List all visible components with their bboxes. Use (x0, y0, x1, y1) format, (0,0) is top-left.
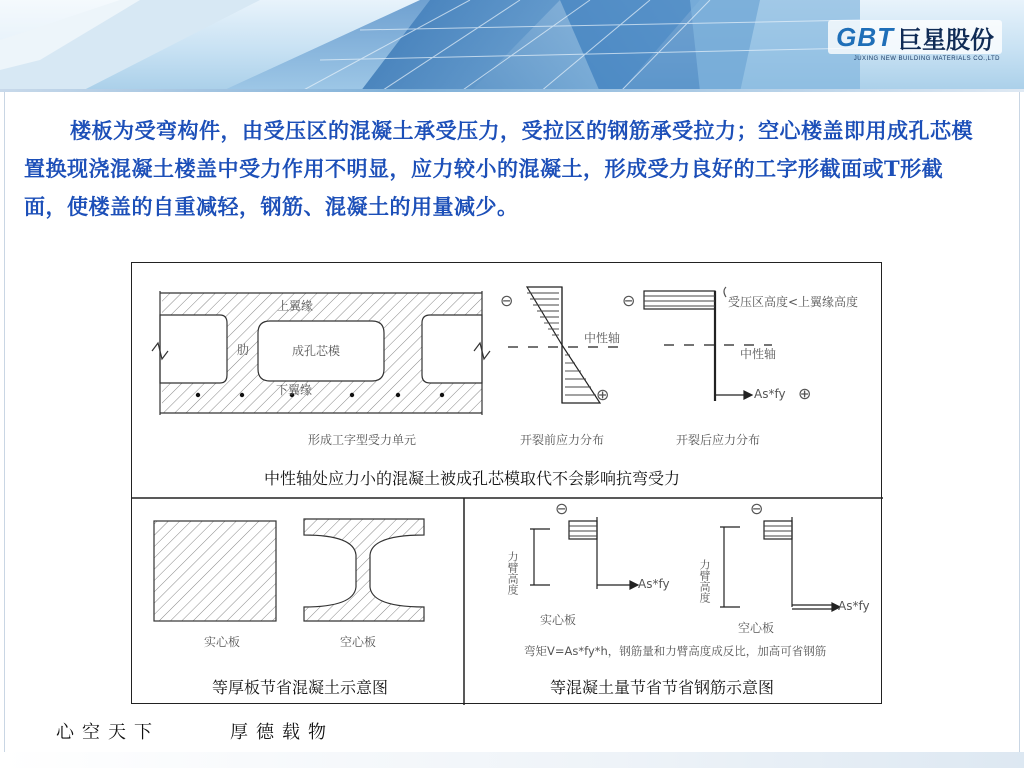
bottom-left-title: 等厚板节省混凝土示意图 (212, 678, 389, 697)
label-neutral-axis-2: 中性轴 (740, 347, 777, 361)
lever-arm-solid (530, 517, 638, 589)
plus-icon-2: ⊕ (798, 384, 812, 403)
caption-after-crack: 开裂后应力分布 (676, 433, 761, 447)
minus-icon-3: ⊖ (555, 499, 569, 518)
plus-icon-1: ⊕ (596, 385, 610, 404)
label-as-fy-top: As*fy (754, 387, 786, 401)
label-compression-note: 受压区高度<上翼缘高度 (728, 295, 859, 309)
slogan-left: 心空天下 (56, 722, 160, 743)
footer-bar (0, 752, 1024, 768)
label-solid-plate: 实心板 (204, 635, 241, 649)
bottom-right-title: 等混凝土量节省节省钢筋示意图 (550, 678, 775, 697)
slogan-right: 厚德载物 (230, 722, 334, 743)
caption-before-crack: 开裂前应力分布 (520, 433, 605, 447)
diagram-figure (131, 262, 882, 704)
footer-slogans (56, 718, 334, 744)
company-logo (828, 20, 1002, 54)
label-upper-flange: 上翼缘 (277, 299, 314, 313)
label-lever-arm-1: 力臂高度 (506, 551, 519, 595)
intro-paragraph: 楼板为受弯构件，由受压区的混凝土承受压力，受拉区的钢筋承受拉力；空心楼盖即用成孔芯模置换现浇混凝土楼盖中受力作用不明显，应力较小的混凝土，形成受力良好的工字形截面或T形截面，使楼盖的自重减轻，钢筋、混凝土的用量减少。 (24, 118, 973, 219)
header-banner (0, 0, 1024, 92)
top-diagram-title: 中性轴处应力小的混凝土被成孔芯模取代不会影响抗弯受力 (264, 469, 681, 488)
lever-arm-hollow (720, 517, 840, 611)
label-neutral-axis-1: 中性轴 (584, 331, 621, 345)
solid-plate (154, 521, 276, 621)
minus-icon-1: ⊖ (500, 291, 514, 310)
company-tagline: JUXING NEW BUILDING MATERIALS CO.,LTD (853, 56, 1000, 62)
label-hollow-plate-2: 空心板 (738, 621, 775, 635)
minus-icon-2: ⊖ (622, 291, 636, 310)
company-name: 巨星股份 (898, 25, 994, 54)
label-core-mold: 成孔芯模 (292, 344, 341, 358)
caption-i-unit: 形成工字型受力单元 (308, 433, 417, 447)
logo-mark: GBT (836, 21, 894, 52)
label-lever-arm-2: 力臂高度 (698, 559, 711, 603)
hollow-i-plate (304, 519, 424, 621)
label-rib: 肋 (237, 343, 250, 357)
minus-icon-4: ⊖ (750, 499, 764, 518)
label-as-fy-2: As*fy (838, 599, 870, 613)
label-solid-plate-2: 实心板 (540, 613, 577, 627)
label-as-fy-1: As*fy (638, 577, 670, 591)
label-hollow-plate: 空心板 (340, 635, 377, 649)
formula-text: 弯矩V=As*fy*h，钢筋量和力臂高度成反比，加高可省钢筋 (524, 644, 827, 658)
label-lower-flange: 下翼缘 (276, 383, 313, 397)
